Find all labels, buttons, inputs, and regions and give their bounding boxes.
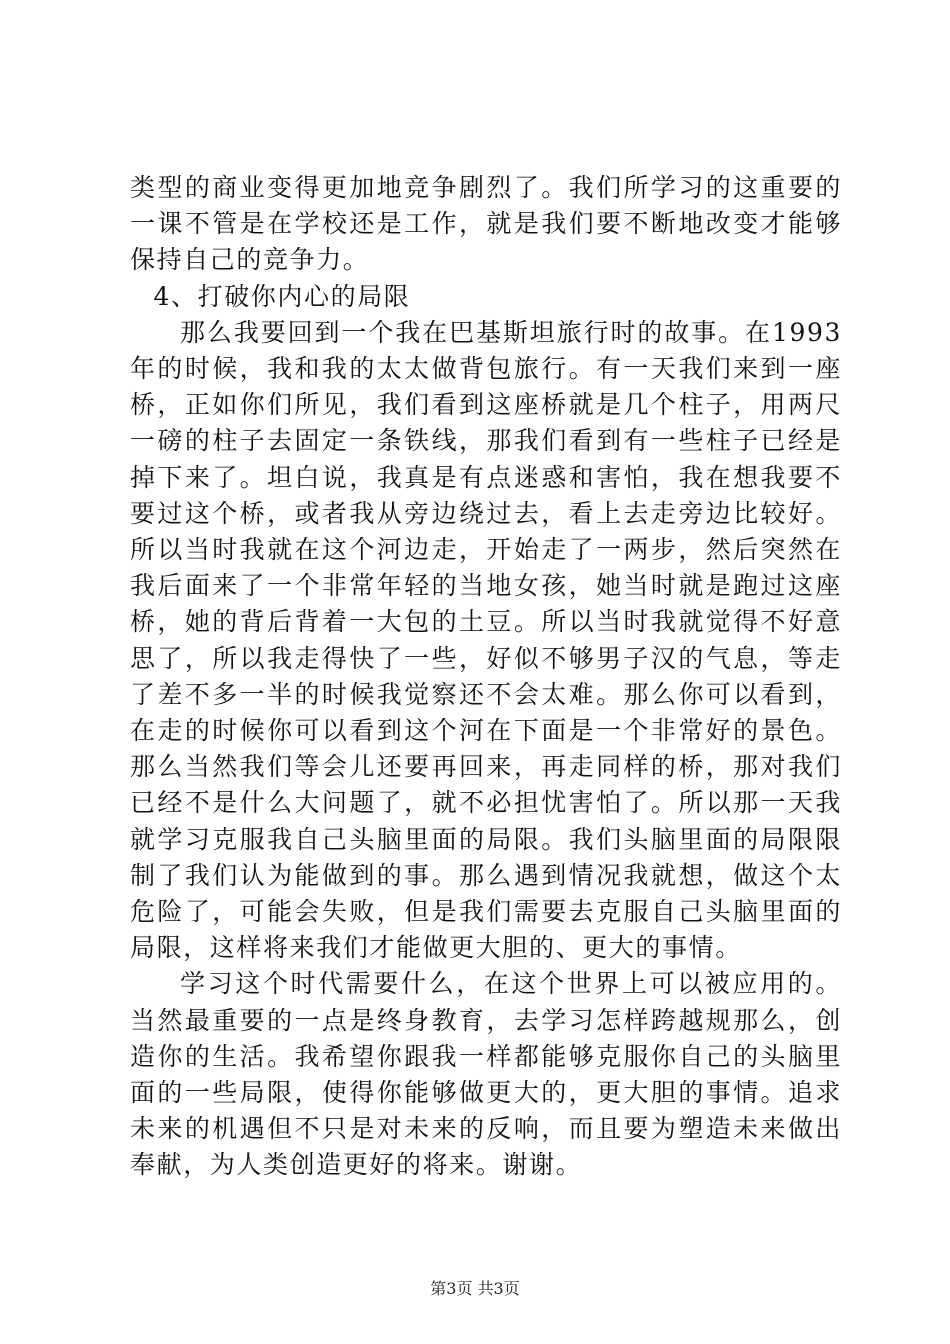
section-heading-text: 4、打破你内心的局限 bbox=[153, 281, 411, 311]
section-heading bbox=[130, 279, 842, 315]
document-body bbox=[130, 170, 842, 1184]
page-footer: 第3页 共3页 bbox=[430, 1279, 520, 1298]
paragraph-continuation: 类型的商业变得更加地竞争剧烈了。我们所学习的这重要的一课不管是在学校还是工作，就是我们要不断地改变才能够保持自己的竞争力。 bbox=[130, 173, 842, 275]
paragraph-story: 那么我要回到一个我在巴基斯坦旅行时的故事。在1993年的时候，我和我的太太做背包旅行。有一天我们来到一座桥，正如你们所见，我们看到这座桥就是几个柱子，用两尺一磅的柱子去固定一条铁线，那我们看到有一些柱子已经是掉下来了。坦白说，我真是有点迷惑和害怕，我在想我要不要过这个桥，或者我从旁边绕过去，看上去走旁边比较好。所以当时我就在这个河边走，开始走了一两步，然后突然在我后面来了一个非常年轻的当地女孩，她当时就是跑过这座桥，她的背后背着一大包的土豆。所以当时我就觉得不好意思了，所以我走得快了一些，好似不够男子汉的气息，等走了差不多一半的时候我觉察还不会太难。那么你可以看到，在走的时候你可以看到这个河在下面是一个非常好的景色。那么当然我们等会儿还要再回来，再走同样的桥，那对我们已经不是什么大问题了，就不必担忧害怕了。所以那一天我就学习克服我自己头脑里面的局限。我们头脑里面的局限限制了我们认为能做到的事。那么遇到情况我就想，做这个太危险了，可能会失败，但是我们需要去克服自己头脑里面的局限，这样将来我们才能做更大胆的、更大的事情。 bbox=[130, 317, 842, 963]
paragraph-conclusion: 学习这个时代需要什么，在这个世界上可以被应用的。当然最重要的一点是终身教育，去学习怎样跨越规那么，创造你的生活。我希望你跟我一样都能够克服你自己的头脑里面的一些局限，使得你能够做更大的，更大胆的事情。追求未来的机遇但不只是对未来的反响，而且要为塑造未来做出奉献，为人类创造更好的将来。谢谢。 bbox=[130, 969, 842, 1180]
